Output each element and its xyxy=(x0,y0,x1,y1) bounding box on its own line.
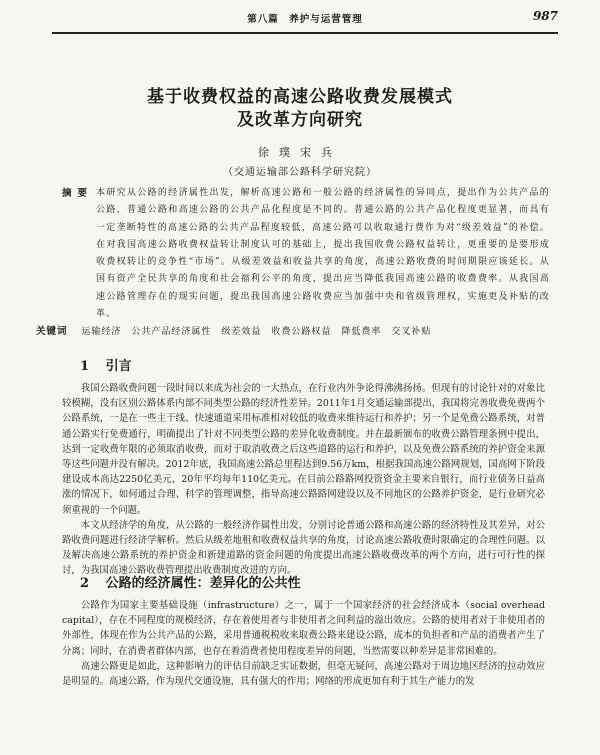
keywords-list: 运输经济 公共产品经济属性 级差效益 收费公路权益 降低费率 交叉补贴 xyxy=(81,327,432,337)
abstract xyxy=(50,185,550,323)
section-2-number: 2 xyxy=(80,576,90,591)
paragraph: 本文从经济学的角度，从公路的一般经济作属性出发，分别讨论普通公路和高速公路的经济特性及其差异，对公路收费问题进行经济学解析。然后从级差地租和收费权益共享的角度，讨论高速公路收费时限确定的合理性问题。以及解决高速公路系统的养护资金和新建道路的资金问题的角度提出高速公路收费改革的两个方向，进行可行性的探讨，为我国高速公路收费管理提出收费制度改进的方向。 xyxy=(62,519,545,577)
section-2-body xyxy=(62,598,545,689)
chapter-title: 第八篇 养护与运营管理 xyxy=(247,14,363,25)
section-2-heading xyxy=(80,572,301,591)
section-1-title: 引言 xyxy=(105,359,132,374)
paragraph: 我国公路收费问题一段时间以来成为社会的一大热点，在行业内外争论得沸沸扬扬。但现有的讨论针对的对象比较模糊，没有区别公路体系内部不同类型公路的经济性差异。2011年1月交通运输部提出，我国将完善收费免费两个公路系统，一是在一些主干线、快速通道采用标准相对较低的收费来维持运行和养护；另一个是免费公路系统，对普通公路实行免费通行，明确提出了针对不同类型公路的差异化收费制度。并在最新颁布的收费公路管理条例中提出，达到一定收费年限的必须取消收费，而对于取消收费之后这些道路的运行和养护，以及免费公路系统的养护资金来源等这些问题并没有解决。2012年底，我国高速公路总里程达到9.56万km，根据我国高速公路网规划，国高网下阶段建设成本高达2250亿美元，20年平均每年110亿美元。在目前公路路网投资资金主要来自银行，而行业债务日益高涨的情况下，如何通过合理、科学的管理调整，指导高速公路路网建设以及不同地区的公路养护资金，是行业研究必须重视的一个问题。 xyxy=(62,383,545,516)
keywords xyxy=(36,324,556,340)
keywords-label: 关键词 xyxy=(36,326,68,337)
running-header xyxy=(52,8,558,34)
section-1-number: 1 xyxy=(80,359,90,374)
abstract-text: 本研究从公路的经济属性出发，解析高速公路和一般公路的经济属性的异同点，提出作为公共产品的公路，普通公路和高速公路的公共产品化程度是不同的。普通公路的公共产品化程度更显著，而具有一定垄断特性的高速公路的公共产品程度较低，高速公路可以收取通行费作为对“级差效益”的补偿。在对我国高速公路收费权益转让制度认可的基础上，提出我国收费公路权益转让，更重要的是要形成收费权转让的竞争性“市场”。从级差效益和收益共享的角度，高速公路收费的时间期限应该延长。从国有资产全民共享的角度和社会福利公平的角度，提出应当降低我国高速公路的收费费率。从我国高速公路管理存在的现实问题，提出我国高速公路收费应当加强中央和省级管理权，实施更及补贴的改革。 xyxy=(96,188,550,320)
section-1-body xyxy=(62,381,545,579)
abstract-label: 摘要 xyxy=(62,188,94,199)
section-2-title: 公路的经济属性：差异化的公共性 xyxy=(105,576,301,591)
paragraph: 高速公路更是如此，这种影响力的评估目前缺乏实证数据，但毫无疑问，高速公路对于周边地区经济的拉动效应是明显的。高速公路，作为现代交通设施，具有强大的作用；网络的形成更加有利于其生产能力的发 xyxy=(62,660,545,688)
section-1-heading xyxy=(80,355,132,374)
affiliation: （交通运输部公路科学研究院） xyxy=(223,167,377,178)
authors: 徐璞宋兵 xyxy=(258,146,342,159)
article-title-line-2: 及改革方向研究 xyxy=(237,110,363,130)
article-title-line-1: 基于收费权益的高速公路收费发展模式 xyxy=(147,87,453,107)
page-number: 987 xyxy=(532,9,558,23)
paragraph: 公路作为国家主要基础设施（infrastructure）之一，属于一个国家经济的社会经济成本（social overhead capital），存在不同程度的规模经济，存在着使用者与非使用者之间利益的溢出效应。公路的使用者对于非使用者的外部性，体现在作为公共产品的公路，采用普通税税收来取费公路来建设公路，成本的负担者和产品的消费者产生了分离；同时，在消费者群体内部，也存在着消费者使用程度差异的问题，当然需要以种差异是非常困难的。 xyxy=(62,600,545,657)
